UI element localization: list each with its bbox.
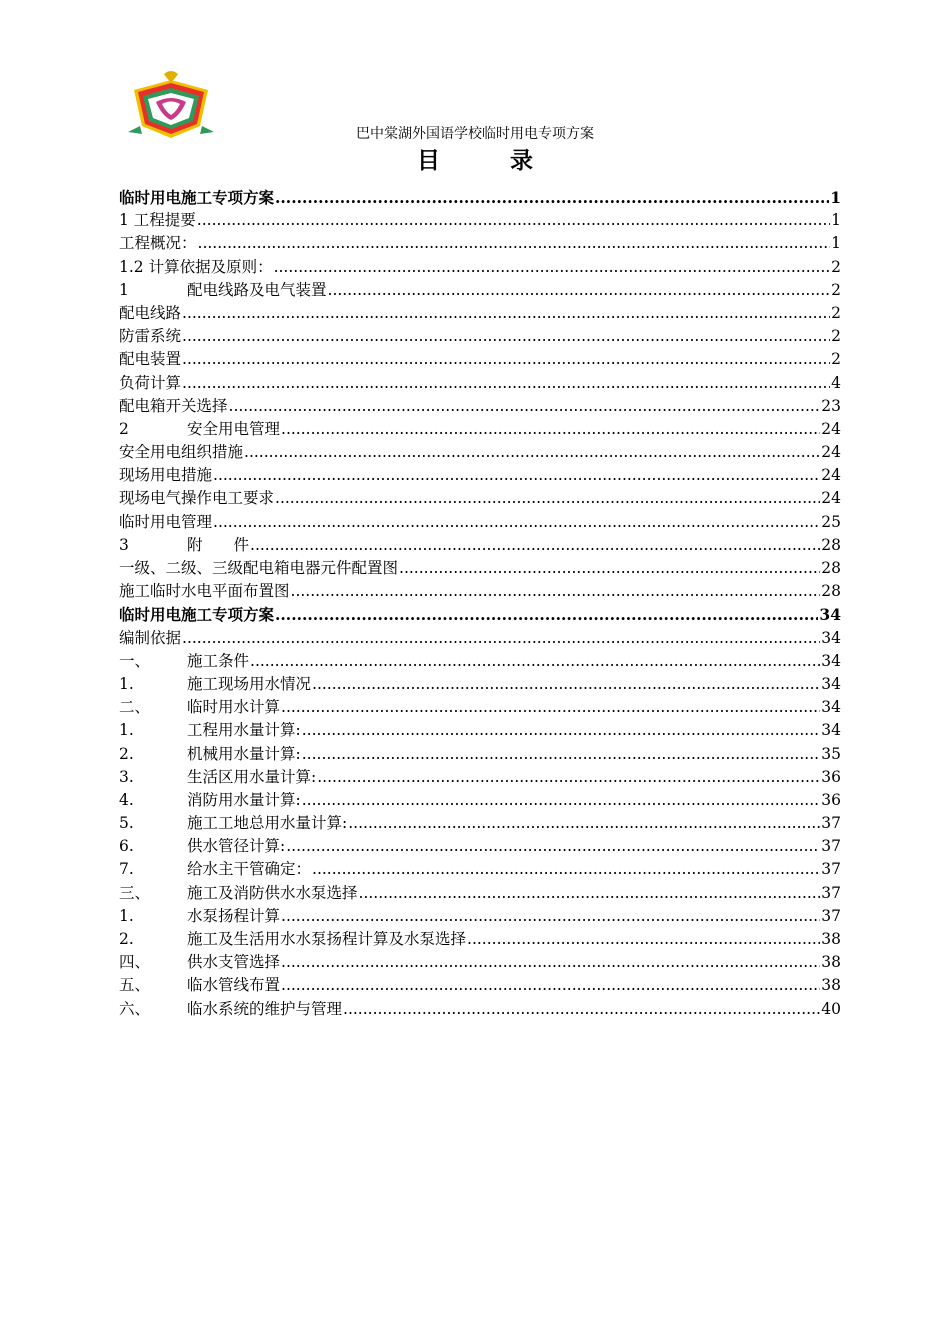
toc-dot-leader bbox=[302, 743, 821, 766]
toc-title-right: 录 bbox=[510, 147, 533, 174]
toc-entry-number: 1 bbox=[119, 280, 129, 299]
toc-dot-leader bbox=[286, 835, 820, 858]
toc-entry[interactable] bbox=[119, 186, 841, 209]
toc-dot-leader bbox=[312, 673, 820, 696]
toc-dot-leader bbox=[302, 789, 821, 812]
toc-entry[interactable] bbox=[119, 209, 841, 232]
toc-entry-page: 1 bbox=[830, 188, 841, 207]
toc-dot-leader bbox=[328, 279, 831, 302]
toc-dot-leader bbox=[317, 766, 820, 789]
toc-entry[interactable] bbox=[119, 858, 841, 881]
toc-entry-page: 28 bbox=[821, 582, 841, 601]
toc-entry[interactable] bbox=[119, 882, 841, 905]
toc-entry[interactable] bbox=[119, 974, 841, 997]
toc-entry-title: 施工及消防供水水泵选择 bbox=[187, 883, 358, 902]
toc-entry[interactable] bbox=[119, 696, 841, 719]
toc-dot-leader bbox=[281, 974, 820, 997]
toc-entry[interactable] bbox=[119, 557, 841, 580]
toc-entry-title: 施工及生活用水水泵扬程计算及水泵选择 bbox=[187, 930, 467, 948]
toc-dot-leader bbox=[275, 487, 820, 510]
toc-entry-number: 五、 bbox=[119, 976, 151, 995]
toc-entry-number: 二、 bbox=[119, 698, 151, 717]
toc-dot-leader bbox=[281, 951, 820, 974]
toc-entry-number: 四、 bbox=[119, 953, 151, 972]
toc-entry-page: 38 bbox=[821, 976, 841, 995]
toc-entry[interactable] bbox=[119, 580, 841, 603]
toc-entry-title: 负荷计算 bbox=[119, 373, 182, 392]
toc-entry-page: 34 bbox=[819, 605, 841, 625]
toc-entry-title: 消防用水量计算: bbox=[187, 790, 301, 809]
toc-entry[interactable] bbox=[119, 232, 841, 255]
toc-entry-number: 六、 bbox=[119, 999, 151, 1018]
toc-entry-title: 现场用电措施 bbox=[119, 466, 213, 485]
toc-entry-number: 一、 bbox=[119, 651, 151, 670]
toc-dot-leader bbox=[281, 696, 820, 719]
toc-dot-leader bbox=[182, 325, 830, 348]
toc-entry-title: 施工临时水电平面布置图 bbox=[119, 582, 290, 601]
toc-entry-number: 7. bbox=[119, 860, 134, 879]
toc-entry[interactable] bbox=[119, 395, 841, 418]
toc-entry-title: 供水支管选择 bbox=[187, 953, 281, 972]
toc-dot-leader bbox=[348, 812, 820, 835]
toc-entry[interactable] bbox=[119, 603, 841, 626]
toc-dot-leader bbox=[213, 511, 820, 534]
toc-entry[interactable] bbox=[119, 951, 841, 974]
toc-entry-title: 临时用电施工专项方案 bbox=[119, 188, 275, 207]
toc-entry-page: 35 bbox=[821, 744, 841, 763]
toc-entry-number: 1. bbox=[119, 674, 134, 693]
table-of-contents bbox=[119, 186, 841, 1021]
toc-entry-page: 1 bbox=[831, 234, 841, 253]
toc-dot-leader bbox=[302, 719, 821, 742]
toc-dot-leader bbox=[343, 998, 820, 1021]
toc-entry-number: 1. bbox=[119, 721, 134, 740]
toc-entry-title: 安全用电组织措施 bbox=[119, 443, 244, 462]
toc-entry-page: 28 bbox=[821, 535, 841, 554]
toc-entry[interactable] bbox=[119, 256, 841, 279]
toc-entry-page: 37 bbox=[821, 814, 841, 833]
toc-entry-page: 28 bbox=[821, 559, 841, 577]
toc-entry-page: 34 bbox=[821, 651, 841, 670]
toc-entry[interactable] bbox=[119, 534, 841, 557]
toc-entry-title: 配电装置 bbox=[119, 350, 182, 369]
toc-entry-title: 1.2 计算依据及原则： bbox=[119, 257, 273, 276]
toc-entry-title: 安全用电管理 bbox=[187, 419, 281, 438]
toc-entry-title: 施工现场用水情况 bbox=[187, 674, 312, 693]
toc-entry[interactable] bbox=[119, 812, 841, 835]
toc-dot-leader bbox=[250, 534, 820, 557]
toc-entry-number: 6. bbox=[119, 837, 134, 856]
toc-dot-leader bbox=[250, 650, 820, 673]
toc-entry-page: 36 bbox=[821, 790, 841, 809]
toc-entry-title: 配电线路及电气装置 bbox=[187, 280, 327, 299]
toc-entry-title: 编制依据 bbox=[119, 628, 182, 647]
toc-entry[interactable] bbox=[119, 464, 841, 487]
toc-entry-title: 临时用水计算 bbox=[187, 698, 281, 717]
toc-entry-title: 附 件 bbox=[187, 535, 250, 554]
toc-dot-leader bbox=[182, 372, 830, 395]
toc-entry-page: 4 bbox=[831, 373, 841, 392]
toc-dot-leader bbox=[197, 209, 830, 232]
toc-entry[interactable] bbox=[119, 743, 841, 766]
toc-dot-leader bbox=[274, 256, 831, 279]
toc-entry-title: 施工条件 bbox=[187, 651, 250, 670]
toc-dot-leader bbox=[182, 627, 820, 650]
toc-entry-page: 2 bbox=[831, 303, 841, 322]
toc-entry-number: 2 bbox=[119, 419, 129, 438]
toc-entry-title: 防雷系统 bbox=[119, 327, 182, 346]
toc-entry-page: 36 bbox=[821, 767, 841, 786]
toc-title-left: 目 bbox=[417, 147, 440, 174]
toc-entry[interactable] bbox=[119, 372, 841, 395]
toc-entry-number: 3 bbox=[119, 535, 129, 554]
toc-entry-title: 机械用水量计算: bbox=[187, 744, 301, 763]
toc-entry[interactable] bbox=[119, 418, 841, 441]
toc-entry-number: 3. bbox=[119, 767, 134, 786]
toc-entry-title: 施工工地总用水量计算: bbox=[187, 814, 348, 833]
toc-entry[interactable] bbox=[119, 835, 841, 858]
toc-dot-leader bbox=[281, 905, 820, 928]
toc-entry-page: 34 bbox=[821, 674, 841, 693]
toc-entry-page: 34 bbox=[821, 698, 841, 717]
toc-entry[interactable] bbox=[119, 487, 841, 510]
toc-entry-page: 24 bbox=[821, 443, 841, 462]
toc-entry-page: 37 bbox=[821, 860, 841, 879]
toc-entry-title: 临水管线布置 bbox=[187, 976, 281, 995]
toc-entry-title: 配电箱开关选择 bbox=[119, 396, 228, 415]
toc-entry-number: 4. bbox=[119, 790, 134, 809]
toc-dot-leader bbox=[244, 441, 820, 464]
toc-entry[interactable] bbox=[119, 627, 841, 650]
toc-dot-leader bbox=[182, 348, 830, 371]
toc-dot-leader bbox=[291, 580, 821, 603]
toc-entry[interactable] bbox=[119, 325, 841, 348]
document-header: 巴中棠湖外国语学校临时用电专项方案 bbox=[356, 126, 594, 142]
toc-entry-page: 37 bbox=[821, 837, 841, 856]
toc-entry[interactable] bbox=[119, 302, 841, 325]
toc-dot-leader bbox=[275, 603, 818, 626]
toc-entry-number: 1. bbox=[119, 906, 134, 925]
toc-entry-title: 供水管径计算: bbox=[187, 837, 286, 856]
toc-entry-number: 2. bbox=[119, 930, 134, 948]
toc-dot-leader bbox=[467, 928, 820, 951]
toc-entry-page: 2 bbox=[831, 327, 841, 346]
toc-entry-page: 34 bbox=[821, 628, 841, 647]
toc-entry-title: 临时用电施工专项方案 bbox=[119, 605, 275, 625]
toc-title bbox=[0, 147, 950, 175]
toc-entry-page: 24 bbox=[821, 466, 841, 485]
toc-entry[interactable] bbox=[119, 766, 841, 789]
toc-entry-page: 23 bbox=[821, 396, 841, 415]
toc-dot-leader bbox=[312, 858, 820, 881]
toc-entry-page: 37 bbox=[821, 883, 841, 902]
toc-entry-page: 24 bbox=[821, 419, 841, 438]
toc-entry-page: 38 bbox=[821, 953, 841, 972]
toc-entry-title: 临时用电管理 bbox=[119, 512, 213, 531]
toc-entry-title: 1 工程提要 bbox=[119, 211, 196, 230]
toc-dot-leader bbox=[359, 882, 821, 905]
toc-entry-title: 现场电气操作电工要求 bbox=[119, 489, 275, 508]
toc-entry-title: 水泵扬程计算 bbox=[187, 906, 281, 925]
toc-entry-page: 2 bbox=[831, 257, 841, 276]
toc-dot-leader bbox=[399, 557, 820, 580]
toc-entry[interactable] bbox=[119, 511, 841, 534]
toc-entry-page: 38 bbox=[821, 930, 841, 948]
toc-entry-title: 工程概况： bbox=[119, 234, 197, 253]
toc-entry-title: 配电线路 bbox=[119, 303, 182, 322]
toc-entry-page: 2 bbox=[831, 350, 841, 369]
toc-entry[interactable] bbox=[119, 650, 841, 673]
toc-dot-leader bbox=[281, 418, 820, 441]
toc-entry[interactable] bbox=[119, 789, 841, 812]
toc-entry-title: 工程用水量计算: bbox=[187, 721, 301, 740]
toc-dot-leader bbox=[198, 232, 831, 255]
toc-dot-leader bbox=[229, 395, 821, 418]
toc-entry-number: 三、 bbox=[119, 883, 151, 902]
toc-entry-page: 1 bbox=[831, 211, 841, 230]
toc-entry-page: 25 bbox=[821, 512, 841, 531]
toc-entry-number: 2. bbox=[119, 744, 134, 763]
toc-entry[interactable] bbox=[119, 279, 841, 302]
toc-entry[interactable] bbox=[119, 928, 841, 951]
toc-entry-page: 24 bbox=[821, 489, 841, 508]
toc-entry[interactable] bbox=[119, 719, 841, 742]
toc-entry-page: 37 bbox=[821, 906, 841, 925]
toc-dot-leader bbox=[182, 302, 830, 325]
toc-entry[interactable] bbox=[119, 905, 841, 928]
toc-entry-title: 临水系统的维护与管理 bbox=[187, 999, 343, 1018]
toc-dot-leader bbox=[213, 464, 820, 487]
toc-entry-title: 一级、二级、三级配电箱电器元件配置图 bbox=[119, 559, 399, 577]
toc-entry-page: 40 bbox=[821, 999, 841, 1018]
toc-entry-number: 5. bbox=[119, 814, 134, 833]
toc-dot-leader bbox=[275, 186, 829, 209]
toc-entry[interactable] bbox=[119, 673, 841, 696]
toc-entry[interactable] bbox=[119, 348, 841, 371]
toc-entry-page: 2 bbox=[831, 280, 841, 299]
toc-entry[interactable] bbox=[119, 998, 841, 1021]
toc-entry-title: 生活区用水量计算: bbox=[187, 767, 317, 786]
toc-entry-title: 给水主干管确定： bbox=[187, 860, 312, 879]
toc-entry[interactable] bbox=[119, 441, 841, 464]
toc-entry-page: 34 bbox=[821, 721, 841, 740]
